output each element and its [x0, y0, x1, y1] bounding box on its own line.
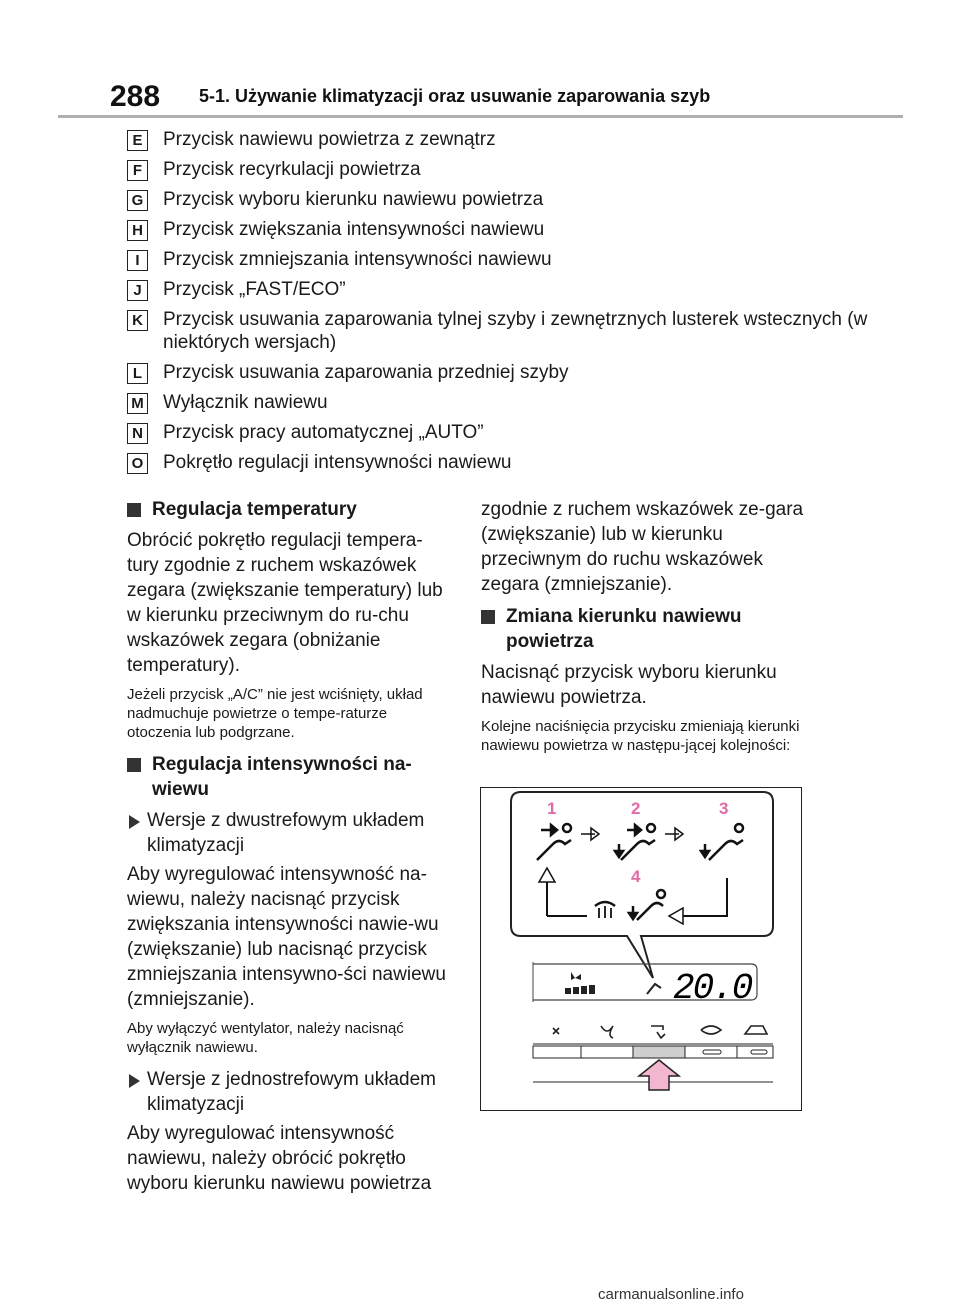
fan-button-icon [553, 1028, 559, 1034]
callout-bubble [511, 792, 773, 978]
page-header [0, 0, 960, 116]
bullet-square-icon [481, 610, 495, 624]
bullet-square-icon [127, 758, 141, 772]
step-label: 3 [719, 799, 729, 818]
recirculation-button[interactable] [685, 1046, 737, 1058]
legend-item [127, 128, 927, 151]
legend-key: K [127, 310, 148, 331]
right-column [481, 497, 806, 765]
header-divider [58, 115, 903, 118]
climate-display-panel [533, 962, 757, 1009]
section-heading-temperature: Regulacja temperatury [127, 497, 449, 522]
legend-item [127, 278, 927, 301]
control-icons-row [553, 1026, 767, 1038]
subheading-dual-zone: Wersje z dwustrefowym układem klimatyzacji [127, 808, 449, 858]
left-column [127, 497, 449, 1203]
airflow-mode-diagram [480, 787, 802, 1111]
step-label: 1 [547, 799, 557, 818]
legend-key: I [127, 250, 148, 271]
legend-key: M [127, 393, 148, 414]
legend-text: Przycisk wyboru kierunku nawiewu powietrza [163, 189, 544, 210]
dual-zone-note: Aby wyłączyć wentylator, należy nacisnąć wyłącznik nawiewu. [127, 1020, 404, 1056]
bullet-square-icon [127, 503, 141, 517]
legend-text: Przycisk zmniejszania intensywności nawiewu [163, 249, 552, 270]
fan-down-button[interactable] [533, 1046, 581, 1058]
continued-instructions: zgodnie z ruchem wskazówek ze-gara (zwiększanie) lub w kierunku przeciwnym do ruchu wskazówek zegara (zmniejszanie). [481, 499, 804, 595]
legend-key: H [127, 220, 148, 241]
legend-key: J [127, 280, 148, 301]
legend-text: Przycisk usuwania zaparowania przedniej szyby [163, 362, 569, 383]
legend-item [127, 451, 927, 474]
direction-note: Kolejne naciśnięcia przycisku zmieniają kierunki nawiewu powietrza w następu-jącej kolejności: [481, 718, 800, 754]
legend-text: Przycisk usuwania zaparowania tylnej szyby i zewnętrznych lusterek wstecznych (w niektórych wersjach) [163, 309, 868, 353]
legend-item [127, 421, 927, 444]
single-zone-instructions: Aby wyregulować intensywność nawiewu, należy obrócić pokrętło wyboru kierunku nawiewu powietrza [127, 1123, 432, 1194]
legend-item [127, 308, 927, 354]
fan-up-button[interactable] [581, 1046, 633, 1058]
subheading-single-zone: Wersje z jednostrefowym układem klimatyzacji [127, 1067, 449, 1117]
legend-text: Przycisk nawiewu powietrza z zewnątrz [163, 129, 496, 150]
legend-key: G [127, 190, 148, 211]
legend-item [127, 391, 927, 414]
step-label: 4 [631, 867, 641, 886]
page-number: 288 [110, 80, 161, 113]
fan-icon [571, 972, 581, 980]
legend-item [127, 188, 927, 211]
legend-item [127, 158, 927, 181]
diagram-svg [481, 788, 801, 1110]
air-direction-button-icon [651, 1026, 665, 1038]
fan-button-icon [601, 1026, 613, 1038]
bullet-triangle-icon [129, 1074, 140, 1088]
legend-text: Wyłącznik nawiewu [163, 392, 328, 413]
button-legend [127, 128, 927, 481]
temperature-instructions: Obrócić pokrętło regulacji tempera-tury zgodnie z ruchem wskazówek zegara (zwiększanie temperatury) lub w kierunku przeciwnym do ru-chu wskazówek zegara (obniżanie temperatury). [127, 530, 443, 676]
legend-text: Przycisk recyrkulacji powietrza [163, 159, 421, 180]
watermark: carmanualsonline.info [598, 1286, 744, 1303]
outside-air-button-icon [745, 1026, 767, 1034]
legend-key: L [127, 363, 148, 384]
legend-item [127, 361, 927, 384]
section-heading-airflow-direction: Zmiana kierunku nawiewu powietrza [481, 604, 806, 654]
legend-key: E [127, 130, 148, 151]
chapter-title: 5-1. Używanie klimatyzacji oraz usuwanie zaparowania szyb [199, 86, 711, 106]
recirculation-button-icon [701, 1026, 721, 1034]
legend-key: N [127, 423, 148, 444]
air-direction-button[interactable] [633, 1046, 685, 1058]
legend-text: Przycisk pracy automatycznej „AUTO” [163, 422, 484, 443]
legend-text: Przycisk „FAST/ECO” [163, 279, 346, 300]
step-label: 2 [631, 799, 641, 818]
legend-key: F [127, 160, 148, 181]
legend-key: O [127, 453, 148, 474]
direction-instructions: Nacisnąć przycisk wyboru kierunku nawiewu powietrza. [481, 662, 777, 708]
temperature-note: Jeżeli przycisk „A/C” nie jest wciśnięty, układ nadmuchuje powietrze o tempe-raturze otoczenia lub podgrzane. [127, 686, 423, 741]
pointer-arrow-icon [639, 1060, 679, 1090]
legend-item [127, 248, 927, 271]
legend-text: Pokrętło regulacji intensywności nawiewu [163, 452, 512, 473]
legend-text: Przycisk zwiększania intensywności nawiewu [163, 219, 545, 240]
outside-air-button[interactable] [737, 1046, 773, 1058]
section-heading-fan-speed: Regulacja intensywności na-wiewu [127, 752, 449, 802]
airflow-mode-indicator-icon [647, 984, 661, 994]
legend-item [127, 218, 927, 241]
dual-zone-instructions: Aby wyregulować intensywność na-wiewu, należy nacisnąć przycisk zwiększania intensywności nawie-wu (zwiększanie) lub nacisnąć przycisk zmniejszania intensywno-ści nawiewu (zmniejszanie). [127, 864, 446, 1010]
temperature-readout: 20.0 [673, 968, 752, 1009]
bullet-triangle-icon [129, 815, 140, 829]
